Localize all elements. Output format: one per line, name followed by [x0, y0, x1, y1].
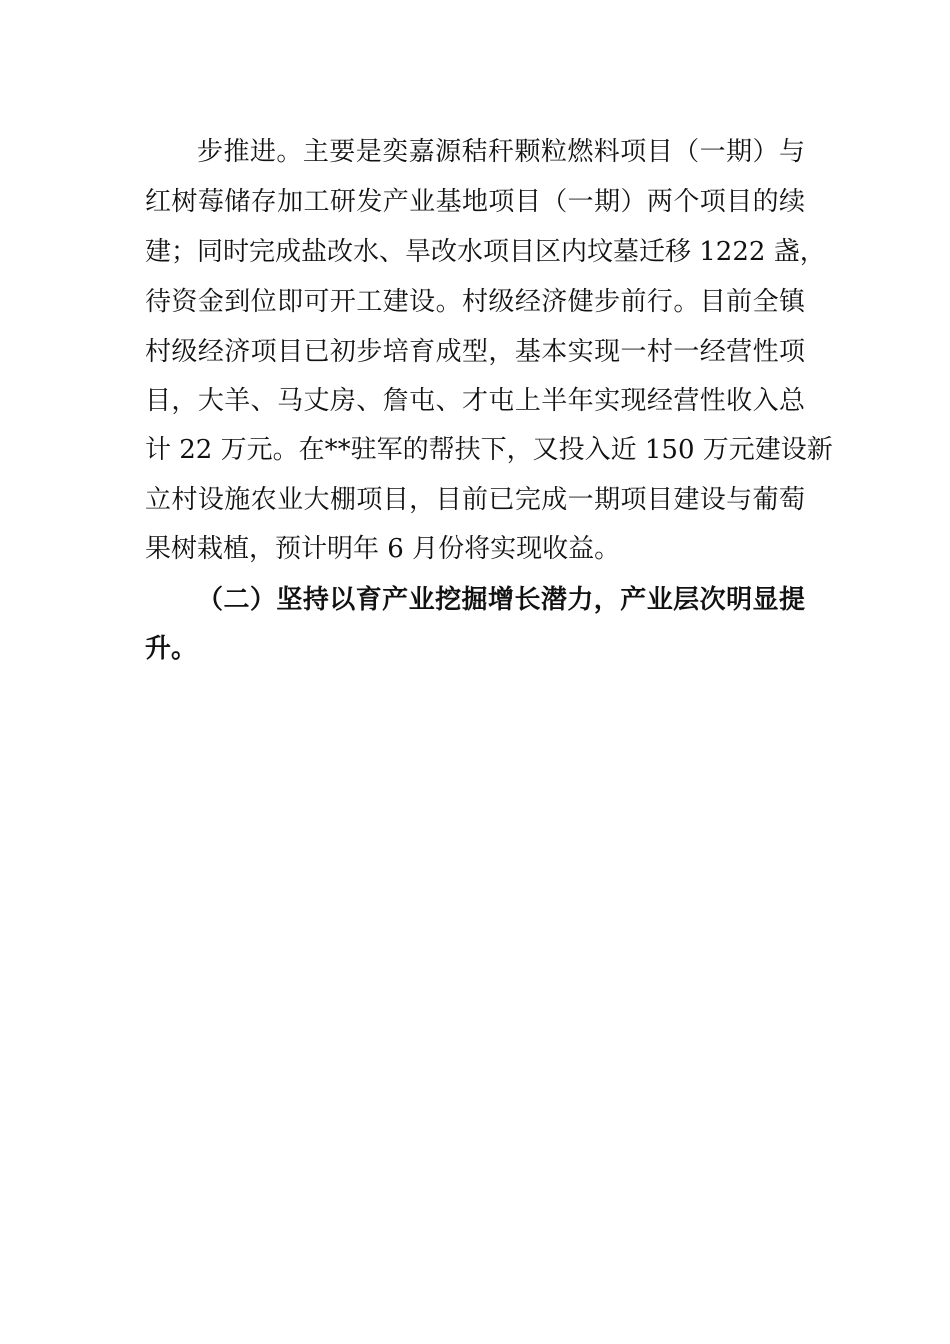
paragraph-line: 待资金到位即可开工建设。村级经济健步前行。目前全镇 [145, 287, 805, 317]
section-heading-line: （二）坚持以育产业挖掘增长潜力，产业层次明显提 [197, 585, 805, 615]
paragraph-line: 计 22 万元。在**驻军的帮扶下，又投入近 150 万元建设新 [145, 435, 833, 465]
paragraph-line: 果树栽植，预计明年 6 月份将实现收益。 [145, 534, 621, 564]
paragraph-line: 红树莓储存加工研发产业基地项目（一期）两个项目的续 [145, 187, 805, 217]
paragraph-line: 村级经济项目已初步培育成型，基本实现一村一经营性项 [145, 337, 805, 367]
section-heading-line: 升。 [145, 634, 198, 664]
paragraph-line: 建；同时完成盐改水、旱改水项目区内坟墓迁移 1222 盏， [145, 237, 826, 267]
paragraph-line: 目，大羊、马丈房、詹屯、才屯上半年实现经营性收入总 [145, 386, 805, 416]
paragraph-line: 步推进。主要是奕嘉源秸秆颗粒燃料项目（一期）与 [197, 137, 805, 167]
paragraph-line: 立村设施农业大棚项目，目前已完成一期项目建设与葡萄 [145, 485, 805, 515]
